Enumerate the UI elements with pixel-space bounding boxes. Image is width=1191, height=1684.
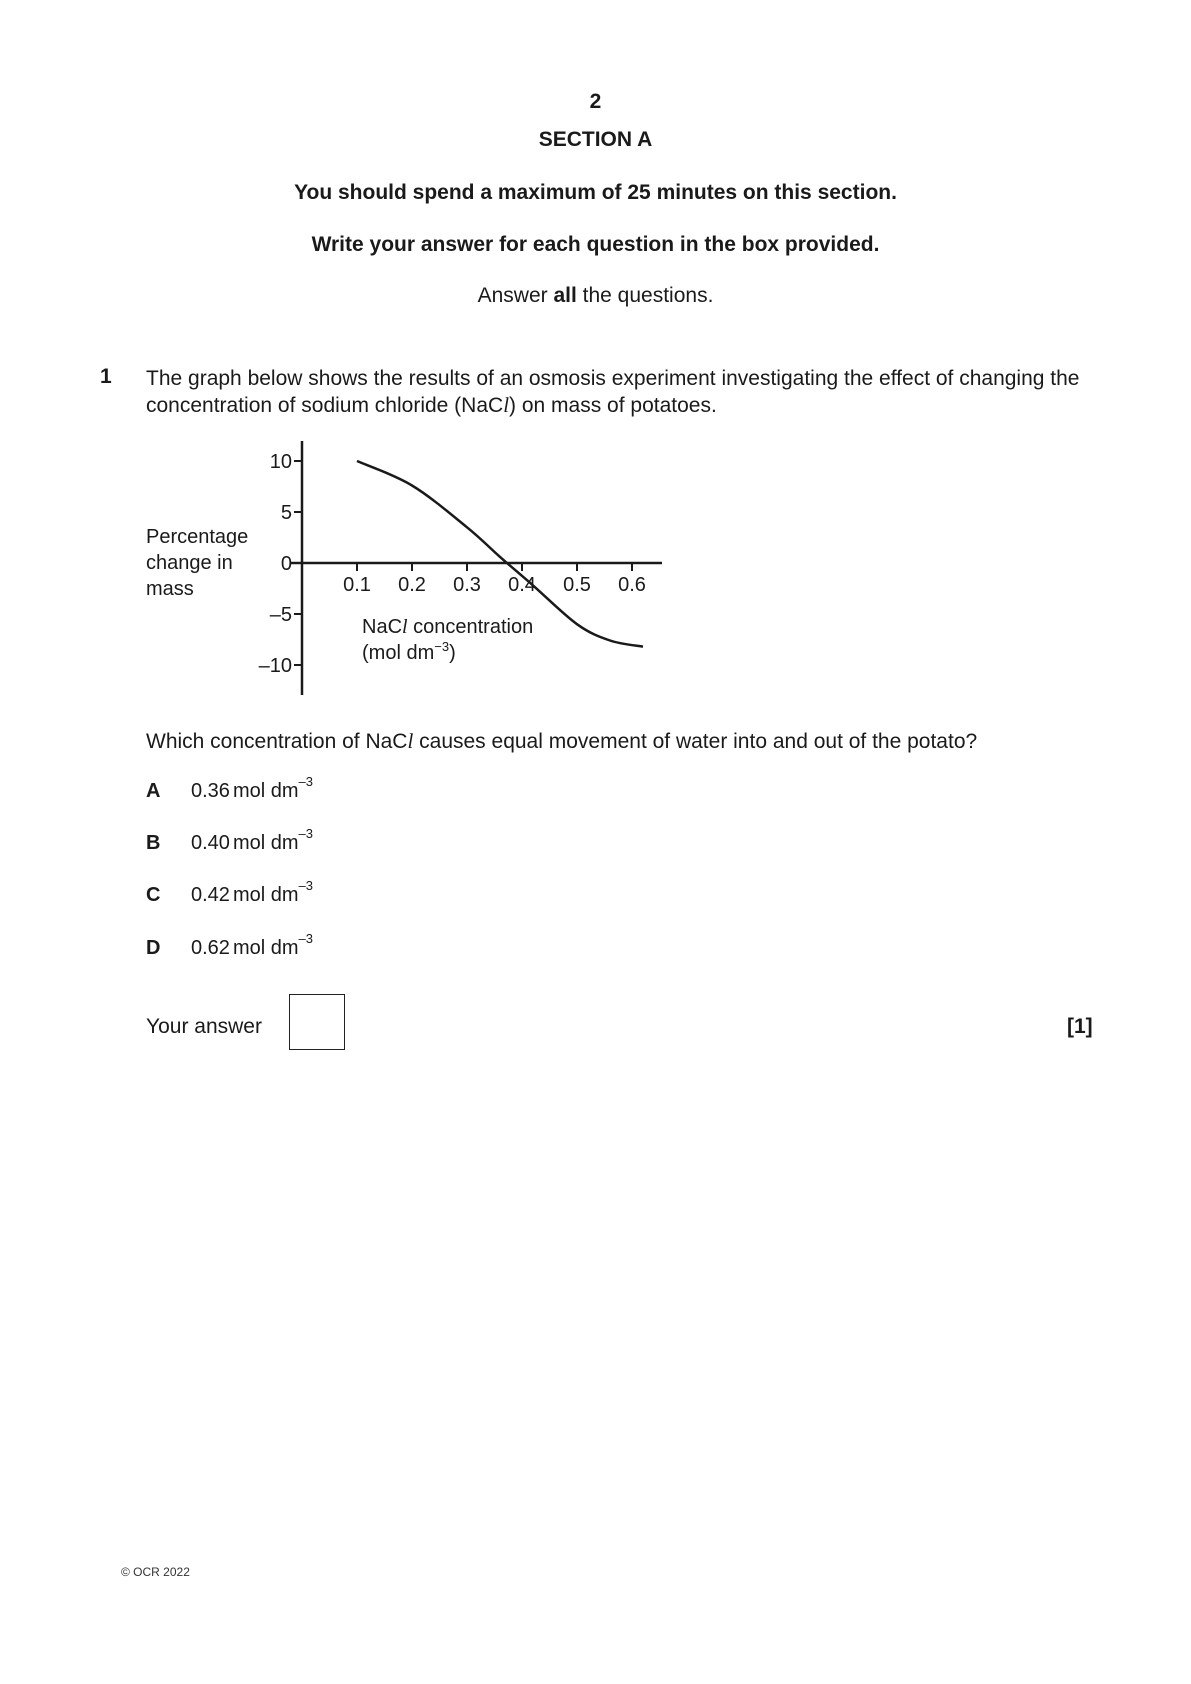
answer-box[interactable] [289, 994, 345, 1050]
y-tick-label: –5 [269, 604, 292, 626]
option-b-letter: B [146, 832, 161, 854]
y-tick-label: 5 [280, 502, 292, 524]
y-axis-label-line-1: Percentage [146, 526, 249, 548]
y-tick-label: 0 [280, 553, 292, 575]
x-tick-label: 0.3 [453, 574, 481, 596]
option-a-letter: A [146, 780, 161, 802]
question-number: 1 [100, 365, 112, 388]
page-number: 2 [589, 90, 602, 113]
y-axis-label-line-3: mass [146, 578, 194, 600]
answer-label: Your answer [146, 1015, 262, 1038]
question-prompt: Which concentration of NaCl causes equal movement of water into and out of the potato? [146, 729, 978, 753]
instruction-answer-all: Answer all the questions. [477, 284, 714, 307]
x-tick-label: 0.1 [343, 574, 371, 596]
osmosis-graph [140, 433, 680, 708]
x-tick-label: 0.5 [563, 574, 591, 596]
question-stem: The graph below shows the results of an osmosis experiment investigating the effect of changing the concentration of sodium chloride (NaCl) on mass of potatoes. [146, 367, 1080, 417]
marks-indicator: [1] [1067, 1015, 1093, 1038]
section-title: SECTION A [538, 128, 653, 151]
x-tick-label: 0.4 [508, 574, 536, 596]
instruction-time: You should spend a maximum of 25 minutes on this section. [294, 181, 897, 204]
instruction-answer-box: Write your answer for each question in the box provided. [311, 233, 880, 256]
y-tick-label: –10 [258, 655, 292, 677]
x-tick-label: 0.2 [398, 574, 426, 596]
option-d-letter: D [146, 937, 161, 959]
x-tick-label: 0.6 [618, 574, 646, 596]
x-axis-label-line-2: (mol $dm^{-3}$) [362, 639, 456, 664]
option-c-letter: C [146, 884, 161, 906]
option-d-value: 0.62 mol $dm^{-3}$ [191, 931, 313, 959]
copyright: © OCR 2022 [121, 1565, 190, 1579]
y-tick-label: 10 [269, 451, 292, 473]
option-c-value: 0.42 mol $dm^{-3}$ [191, 878, 313, 906]
x-axis-label-line-1: NaCl concentration [362, 616, 534, 638]
option-a-value: 0.36 mol $dm^{-3}$ [191, 774, 313, 802]
option-b-value: 0.40 mol $dm^{-3}$ [191, 826, 313, 854]
y-axis-label-line-2: change in [146, 552, 233, 574]
